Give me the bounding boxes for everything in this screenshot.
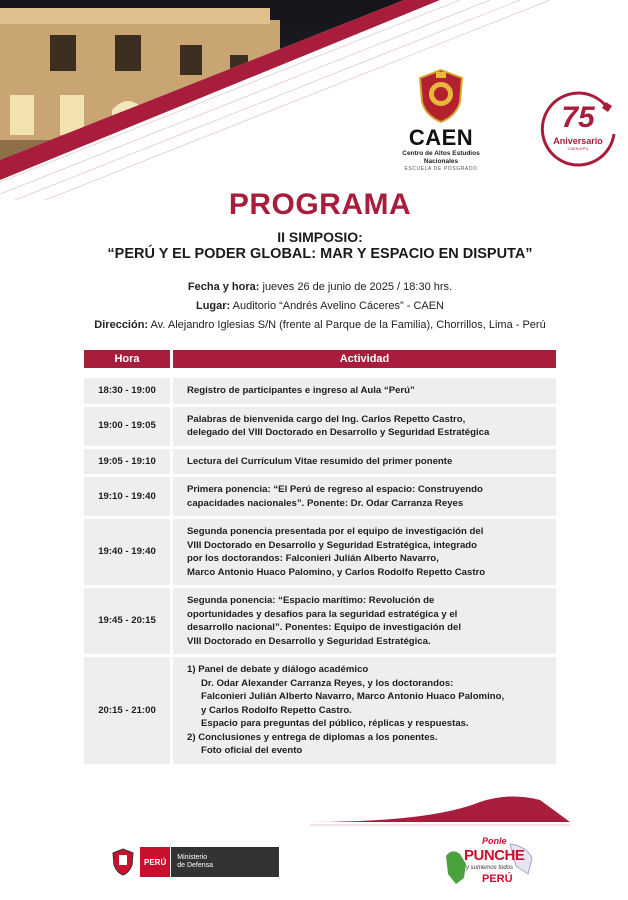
campaign-line-4: PERÚ (482, 873, 513, 885)
info-date (0, 281, 628, 293)
activity-line: Dr. Odar Alexander Carranza Reyes, y los doctorandos: (201, 677, 454, 689)
ministry-logo (110, 847, 279, 877)
activity-line: Espacio para preguntas del público, réplicas y respuestas. (201, 718, 469, 729)
schedule-body (84, 371, 556, 764)
time-cell: 18:30 - 19:00 (84, 378, 170, 404)
activity-line: por los doctorandos: Falconieri Julián Alberto Navarro, (187, 553, 439, 564)
table-header-row (84, 350, 556, 368)
table-row (84, 407, 556, 446)
table-row (84, 449, 556, 475)
ministry-line-1: Ministerio (177, 854, 208, 861)
activity-line: desarrollo nacional”. Ponentes: Equipo de investigación del (187, 622, 462, 633)
campaign-logo (440, 834, 540, 894)
activity-cell (170, 588, 556, 654)
activity-cell (170, 477, 556, 516)
activity-line: Marco Antonio Huaco Palomino, y Carlos Rodolfo Repetto Castro (187, 566, 486, 578)
symposium-title: “PERÚ Y EL PODER GLOBAL: MAR Y ESPACIO EN DISPUTA” (107, 246, 533, 262)
info-address (0, 319, 628, 331)
activity-line: Primera ponencia: “El Perú de regreso al espacio: Construyendo (187, 484, 483, 495)
activity-cell (170, 407, 556, 446)
caen-acronym: CAEN (408, 125, 474, 150)
page-title: PROGRAMA (228, 188, 412, 221)
caen-school: ESCUELA DE POSGRADO (404, 166, 478, 172)
activity-line: Lectura del Currículum Vitae resumido del primer ponente (187, 455, 453, 467)
campaign-line-3: y sumemos todos (466, 865, 514, 871)
activity-line: Segunda ponencia: “Espacio marítimo: Revolución de (187, 595, 435, 606)
column-header-time: Hora (84, 350, 170, 368)
activity-line: Falconieri Julián Alberto Navarro, Marco Antonio Huaco Palomino, (201, 691, 505, 702)
time-cell: 19:10 - 19:40 (84, 477, 170, 516)
date-value: jueves 26 de junio de 2025 / 18:30 hrs. (259, 281, 453, 293)
time-cell: 19:45 - 20:15 (84, 588, 170, 654)
place-value: Auditorio “Andrés Avelino Cáceres” - CAEN (230, 300, 444, 312)
activity-line: VIII Doctorado en Desarrollo y Seguridad Estratégica. (187, 635, 431, 647)
time-cell: 19:40 - 19:40 (84, 519, 170, 585)
symposium-label: II SIMPOSIO: (277, 229, 363, 245)
activity-line: y Carlos Rodolfo Repetto Castro. (201, 704, 352, 716)
info-place (0, 300, 628, 312)
activity-cell (170, 449, 556, 475)
ministry-name (170, 847, 279, 877)
activity-line: delegado del VIII Doctorado en Desarrollo y Seguridad Estratégica (187, 427, 490, 438)
activity-cell (170, 657, 556, 764)
anniversary-label: Aniversario (553, 136, 603, 146)
spacer-cell (84, 371, 556, 375)
anniversary-sub: CAEN-EPG (567, 146, 589, 151)
table-row (84, 378, 556, 404)
activity-line: Palabras de bienvenida cargo del Ing. Carlos Repetto Castro, (187, 413, 466, 425)
caen-shield-icon (416, 68, 466, 124)
campaign-line-2: PUNCHE (464, 847, 525, 864)
activity-line: Foto oficial del evento (201, 745, 303, 756)
header-banner (0, 0, 628, 200)
table-spacer (84, 371, 556, 375)
time-cell: 19:00 - 19:05 (84, 407, 170, 446)
activity-line: Segunda ponencia presentada por el equipo de investigación del (187, 526, 484, 537)
table-row (84, 519, 556, 585)
address-label: Dirección: (94, 319, 149, 331)
schedule-table (84, 347, 556, 767)
table-row (84, 477, 556, 516)
activity-cell (170, 519, 556, 585)
campaign-line-1: Ponle (482, 836, 507, 846)
ministry-line-2: de Defensa (177, 862, 214, 869)
anniversary-badge (536, 88, 620, 172)
activity-line: capacidades nacionales”. Ponente: Dr. Odar Carranza Reyes (187, 497, 464, 509)
caen-logo (386, 68, 496, 173)
activity-line: VIII Doctorado en Desarrollo y Seguridad Estratégica, integrado (187, 539, 478, 551)
activity-cell (170, 378, 556, 404)
time-cell: 19:05 - 19:10 (84, 449, 170, 475)
time-cell: 20:15 - 21:00 (84, 657, 170, 764)
country-label: PERÚ (140, 847, 170, 877)
activity-line: 1) Panel de debate y diálogo académico (187, 664, 369, 675)
address-value: Av. Alejandro Iglesias S/N (frente al Parque de la Familia), Chorrillos, Lima - Perú (148, 319, 546, 331)
anniversary-number: 75 (561, 101, 595, 134)
caen-fullname: Centro de Altos Estudios Nacionales (402, 150, 480, 165)
footer-wave (310, 792, 570, 828)
place-label: Lugar: (195, 300, 231, 312)
table-row (84, 657, 556, 764)
activity-line: 2) Conclusiones y entrega de diplomas a los ponentes. (187, 731, 438, 743)
activity-line: Registro de participantes e ingreso al Aula “Perú” (187, 385, 415, 396)
table-row (84, 588, 556, 654)
column-header-activity: Actividad (170, 350, 556, 368)
activity-line: oportunidades y desafíos para la seguridad estratégica y el (187, 608, 458, 620)
date-label: Fecha y hora: (187, 281, 260, 293)
peru-shield-icon (110, 847, 136, 877)
